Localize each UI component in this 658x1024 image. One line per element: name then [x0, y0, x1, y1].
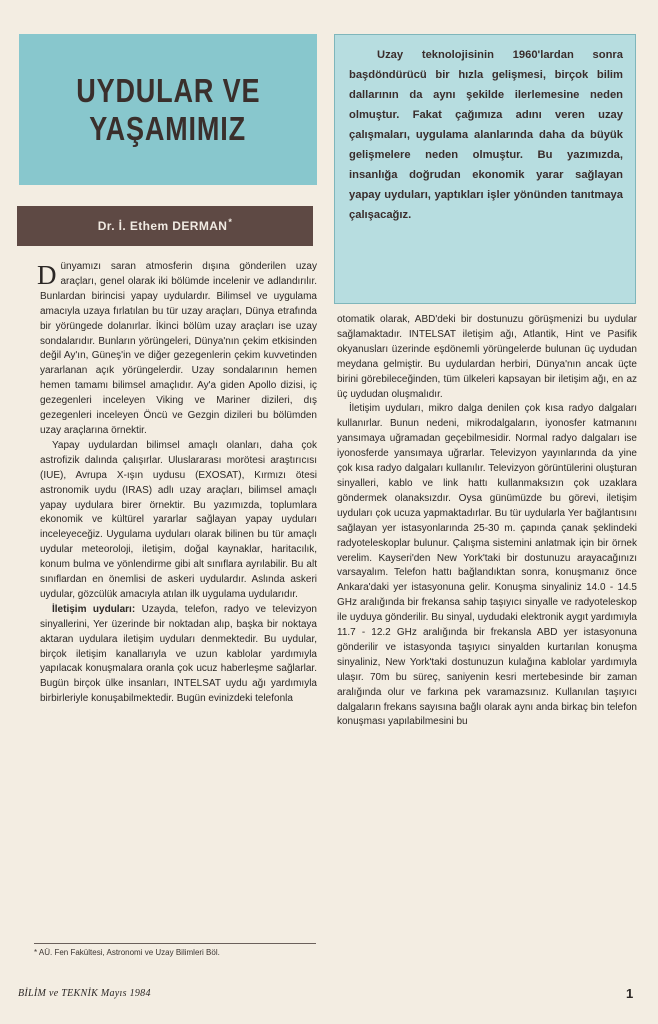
subheading-iletisim: İletişim uyduları: [52, 603, 136, 615]
author-name: Dr. İ. Ethem DERMAN [97, 219, 228, 233]
footer-publication: BİLİM ve TEKNİK Mayıs 1984 [18, 988, 151, 999]
paragraph-3-text: Uzayda, telefon, radyo ve televizyon sinyallerini, Yer üzerinde bir noktadan alıp, başka bir noktaya aktaran uydulara iletişim uyduları denmektedir. Bu uydular, birçok iletişim kanallarıyla ve uzun kablolar yardımıyla yapılacak konuşmalara oranla çok ucuz haberleşme sağlarlar. Bugün birçok ülke insanları, INTELSAT uydu ağı yardımıyla birbirleriyle konuşabilmektedir. Bugün evinizdeki telefonla [40, 603, 317, 705]
right-column [337, 313, 637, 730]
left-column [37, 260, 317, 707]
footnote: * AÜ. Fen Fakültesi, Astronomi ve Uzay Bilimleri Böl. [34, 948, 220, 957]
intro-text: Uzay teknolojisinin 1960'lardan sonra başdöndürücü bir hızla gelişmesi, birçok bilim dallarının da aynı şekilde ilerlemesine neden olmuştur. Fakat çağımıza adını veren uzay çalışmaları, uygulama alanlarında daha da büyük gelişmelere neden olmuştur. Bu yazımızda, insanlığa doğrudan ekonomik yarar sağlayan yapay uyduları, yaptıkları işler yönünden tanıtmaya çalışacağız. [349, 49, 623, 221]
paragraph-5: İletişim uyduları, mikro dalga denilen çok kısa radyo dalgaları kullanırlar. Bunun nedeni, mikrodalgaların, iyonosfer katmanını yansımaya uğramadan geçebilmesidir. Normal radyo dalgaları ise iyonosferde yansımaya uğrarlar. Televizyon yayınlarında da yine çok kısa radyo dalgaları kullanılır. Televizyon görüntülerini oluşturan sinyalleri, kablo ve link hattı kullanmaksızın çok uzaklara göndermek olanaksızdır. Oysa günümüzde bu görevi, iletişim uyduları çok ucuza yapmaktadırlar. Bu tür uydularla Yer bağlantısını sağlayan yer istasyonlarında 25-30 m. çapında çanak şeklindeki radyoteleskoplar bulunur. Çalışma sistemini anlatmak için bir örnek verelim. Kayseri'den New York'taki bir dostunuzu arayacağınızı varsayalım. Telefon hattı bağlandıktan sonra, konuşmanız önce Ankara'daki yer istasyonuna gelir. Konuşma sinyaliniz 14.0 - 14.5 GHz aralığında bir frekansa sahip taşıyıcı sinyalle ve radyoteleskop ile uyduya gönderilir. Bu sinyal, uydudaki elektronik aygıt yardımıyla 11.7 - 12.2 GHz aralığında bir frekansla ABD yer istasyonuna gönderilir ve istasyonda taşıyıcı sinyalden kurtarılan konuşma sinyaliniz, New York'taki dostunuzun kulağına kablolar yardımıyla ulaşır. 70m bu süreç, saniyenin kesri mertebesinde bir zaman aralığında olur ve farkına pek varamazsınız. Kullanılan taşıyıcı dalgaların frekans sayısına bağlı olarak aynı anda birkaç bin telefon konuşması yapılabilmesini bu [337, 403, 637, 728]
title-line-1: UYDULAR VE [75, 71, 261, 109]
paragraph-2: Yapay uydulardan bilimsel amaçlı olanları, daha çok astrofizik dalında çalışırlar. Uluslararası morötesi araştırıcısı (IUE), Avrupa X-ışın uydusu (EXOSAT), Kırmızı ötesi astronomik uydu (IRAS) adlı uzay araçları, bilimsel amaçlı yapay uydulara birer örnektir. Bu yazımızda, toplumlara ekonomik ve kültürel yararlar sağlayan yapay uyduları inceleyeceğiz. Uygulama uyduları olarak bilinen bu tür amaçlı uydular meteoroloji, iletişim, doğal kaynaklar, haritacılık, konum bulma ve yönlendirme gibi alt sınıflara ayrılabilir. Bu alt sınıflardan en önemlisi de askeri uydulardır. Aslında askeri uydular, gözcülük amacıyla atılan ilk uygulama uydularıdır. [40, 439, 317, 600]
author-footnote-mark: * [228, 217, 233, 227]
paragraph-4: otomatik olarak, ABD'deki bir dostunuzu görüşmenizi bu uydular sağlamaktadır. INTELSAT iletişim ağı, Atlantik, Hint ve Pasifik okyanusları üzerinde eşdönemli yörüngelerde bulunan üç uydudan meydana gelmiştir. Bu uydulardan herbiri, Dünya'nın ancak üçte birini görebileceğinden, tüm ülkeleri kapsayan bir iletişim ağı, en az üç uydudan oluşmalıdır. [337, 314, 637, 400]
author-bar [17, 206, 313, 246]
paragraph-1 [37, 260, 317, 439]
paragraph-1-text: ünyamızı saran atmosferin dışına gönderilen uzay araçları, genel olarak iki bölümde incelenir ve adlandırılır. Bunlardan birincisi yapay uydulardır. Bilimsel ve uygulama amacıyla uzaya fırlatılan bu tür uzay araçları, Dünya etrafında bir yörüngede dolanırlar. İkinci bölüm uzay araçları ise uzay sondalarıdır. Bunların yörüngeleri, Dünya'nın çekim etkisinden değil Ay'ın, Güneş'in ve diğer gezegenlerin çekim kuvvetinden yararlanan açık yörüngelerdir. Uzay sondalarının hemen hemen tamamı bilimsel amaçlıdır. Ay'a giden Apollo dizisi, iç gezegenleri inceleyen Viking ve Mariner dizileri, dış gezegenleri inceleyen Öncü ve Gezgin dizileri bu bölümden uzay araçlarına örnektir. [40, 261, 317, 436]
page-number: 1 [626, 986, 634, 1001]
title-box [19, 34, 317, 185]
title-line-2: YAŞAMIMIZ [89, 109, 247, 147]
drop-cap: D [37, 260, 57, 290]
paragraph-3 [40, 603, 317, 707]
footnote-divider [34, 943, 316, 944]
intro-box [334, 34, 636, 304]
